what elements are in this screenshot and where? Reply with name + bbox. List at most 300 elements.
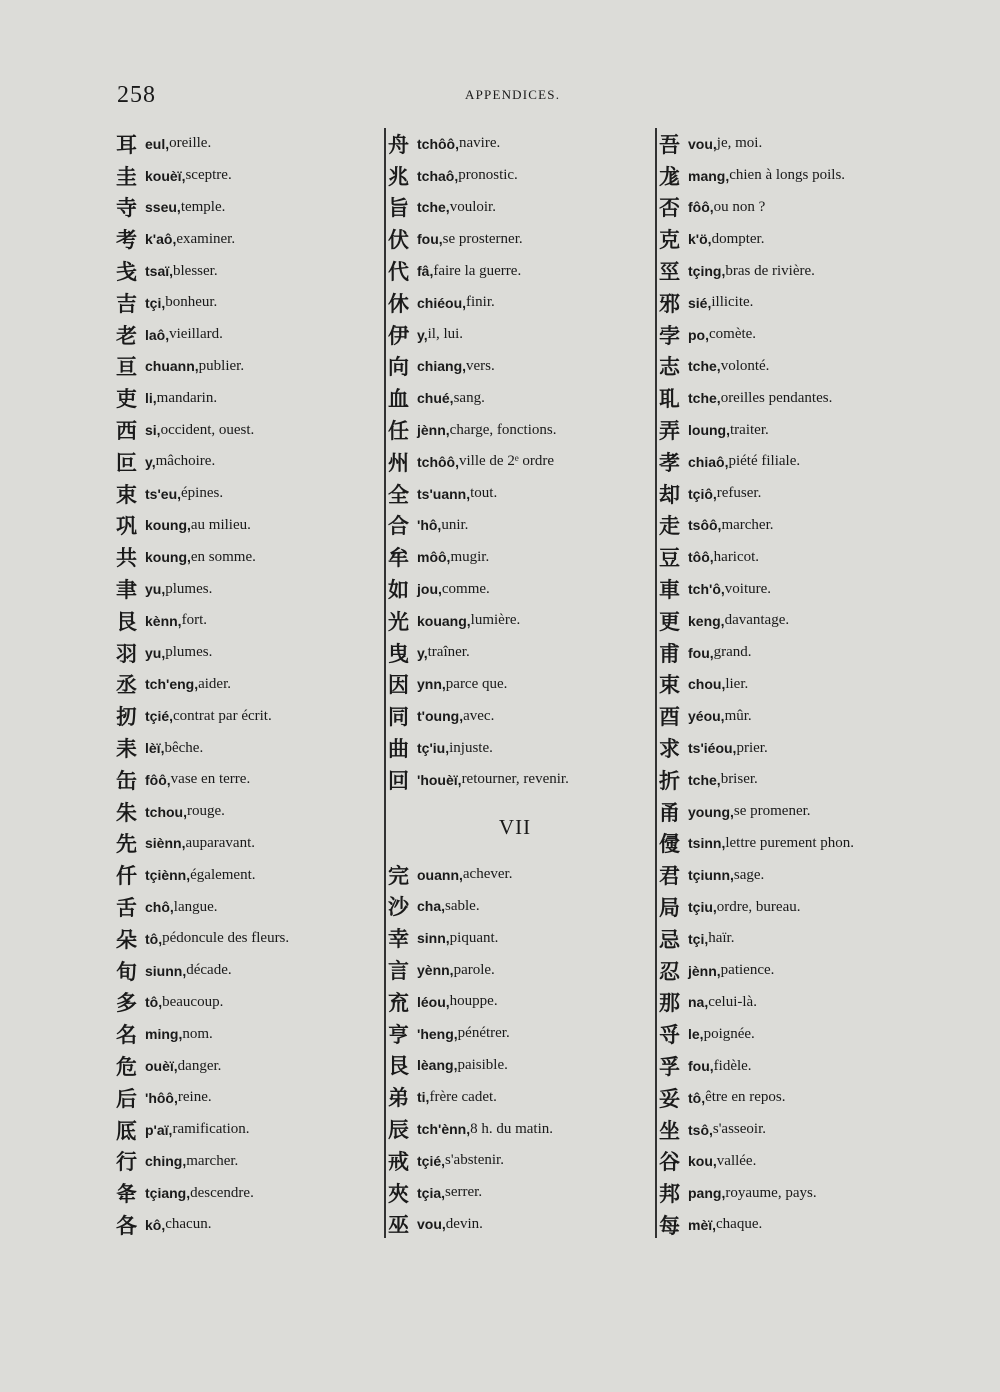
hanzi-character: 夅 — [116, 1182, 137, 1207]
romanized-term: tçing, — [688, 263, 726, 280]
dictionary-entry — [657, 1209, 907, 1241]
romanized-term: k'aô, — [145, 231, 177, 248]
hanzi-character: 豆 — [659, 546, 680, 571]
french-gloss: celui-là. — [708, 993, 757, 1010]
french-gloss: pronostic. — [458, 167, 518, 184]
dictionary-entry — [116, 764, 371, 796]
dictionary-entry — [386, 510, 644, 542]
french-gloss: piété filiale. — [728, 453, 801, 470]
french-gloss: marcher. — [721, 516, 774, 533]
dictionary-entry — [657, 255, 907, 287]
french-gloss: chien à longs poils. — [729, 167, 846, 184]
french-gloss: comme. — [441, 580, 490, 597]
dictionary-entry — [116, 1114, 371, 1146]
dictionary-entry — [116, 510, 371, 542]
dictionary-entry — [386, 922, 644, 954]
french-gloss: vase en terre. — [170, 771, 251, 788]
hanzi-character: 伊 — [388, 323, 409, 348]
dictionary-entry — [657, 700, 907, 732]
french-gloss: patience. — [720, 962, 775, 979]
french-gloss: poignée. — [703, 1025, 755, 1042]
dictionary-entry — [657, 128, 907, 160]
romanized-term: kô, — [145, 1216, 166, 1233]
hanzi-character: 耳 — [116, 132, 137, 157]
dictionary-entry — [657, 478, 907, 510]
french-gloss: également. — [190, 866, 256, 883]
french-gloss: ordre, bureau. — [716, 898, 801, 915]
hanzi-character: 全 — [388, 482, 409, 507]
dictionary-entry — [386, 1050, 644, 1082]
hanzi-character: 任 — [388, 419, 409, 444]
dictionary-entry — [386, 1018, 644, 1050]
hanzi-character: 幸 — [388, 927, 409, 952]
running-head: APPENDICES. — [465, 87, 561, 102]
romanized-term: cha, — [417, 898, 446, 915]
hanzi-character: 束 — [659, 673, 680, 698]
dictionary-entry — [657, 669, 907, 701]
french-gloss: retourner, revenir. — [461, 771, 569, 788]
french-gloss: pédoncule des fleurs. — [162, 930, 290, 947]
hanzi-character: 夾 — [388, 1181, 409, 1206]
french-gloss: marcher. — [186, 1152, 239, 1169]
dictionary-entry — [116, 669, 371, 701]
hanzi-character: 谷 — [659, 1150, 680, 1175]
french-gloss: plumes. — [165, 644, 213, 661]
romanized-term: tçia, — [417, 1184, 446, 1201]
dictionary-entry — [657, 796, 907, 828]
romanized-term: tchaô, — [417, 167, 459, 184]
french-gloss: vouloir. — [449, 198, 496, 215]
romanized-term: môô, — [417, 549, 451, 566]
romanized-term: chué, — [417, 390, 454, 407]
french-gloss: voiture. — [724, 580, 772, 597]
hanzi-character: 扨 — [116, 705, 137, 730]
column-2-after — [386, 859, 644, 1241]
hanzi-character: 西 — [116, 419, 137, 444]
hanzi-character: 㐬 — [388, 990, 409, 1015]
dictionary-entry — [657, 955, 907, 987]
french-gloss: paisible. — [457, 1056, 508, 1073]
french-gloss: mugir. — [450, 548, 490, 565]
french-gloss: plumes. — [165, 580, 213, 597]
dictionary-entry — [657, 1082, 907, 1114]
dictionary-entry — [116, 637, 371, 669]
hanzi-character: 寽 — [659, 1023, 680, 1048]
dictionary-entry — [116, 319, 371, 351]
french-gloss: 8 h. du matin. — [470, 1120, 554, 1137]
hanzi-character: 局 — [659, 896, 680, 921]
hanzi-character: 每 — [659, 1213, 680, 1238]
french-gloss: examiner. — [176, 230, 236, 247]
romanized-term: k'ö, — [688, 231, 712, 248]
french-gloss: traiter. — [730, 421, 769, 438]
french-gloss: oreille. — [169, 135, 212, 152]
hanzi-character: 耴 — [659, 387, 680, 412]
dictionary-entry — [386, 223, 644, 255]
romanized-term: tçiènn, — [145, 867, 191, 884]
hanzi-character: 求 — [659, 737, 680, 762]
romanized-term: po, — [688, 326, 709, 343]
dictionary-entry — [386, 287, 644, 319]
hanzi-character: 曳 — [388, 641, 409, 666]
french-gloss: unir. — [441, 516, 469, 533]
romanized-term: sseu, — [145, 199, 181, 216]
french-gloss: injuste. — [449, 739, 493, 756]
hanzi-character: 代 — [388, 260, 409, 285]
hanzi-character: 舌 — [116, 896, 137, 921]
hanzi-character: 光 — [388, 609, 409, 634]
romanized-term: chuann, — [145, 358, 199, 375]
hanzi-character: 同 — [388, 705, 409, 730]
dictionary-entry — [657, 859, 907, 891]
french-gloss: vieillard. — [169, 326, 223, 343]
hanzi-character: 共 — [116, 546, 137, 571]
romanized-term: vou, — [417, 1216, 446, 1233]
dictionary-entry — [116, 541, 371, 573]
dictionary-entry — [116, 732, 371, 764]
hanzi-character: 向 — [388, 355, 409, 380]
hanzi-character: 巫 — [388, 1213, 409, 1238]
hanzi-character: 老 — [116, 323, 137, 348]
dictionary-entry — [116, 923, 371, 955]
hanzi-character: 考 — [116, 228, 137, 253]
dictionary-entry — [386, 319, 644, 351]
hanzi-character: 那 — [659, 991, 680, 1016]
romanized-term: tçiang, — [145, 1185, 191, 1202]
dictionary-entry — [116, 287, 371, 319]
hanzi-character: 后 — [116, 1086, 137, 1111]
french-gloss: frère cadet. — [429, 1088, 497, 1105]
dictionary-entry — [657, 223, 907, 255]
romanized-term: tsaï, — [145, 263, 174, 280]
french-gloss: mûr. — [724, 707, 752, 724]
romanized-term: jènn, — [688, 962, 721, 979]
french-gloss: navire. — [459, 135, 501, 152]
hanzi-character: 休 — [388, 291, 409, 316]
romanized-term: 'hôô, — [145, 1089, 178, 1106]
hanzi-character: 兆 — [388, 164, 409, 189]
hanzi-character: 妥 — [659, 1086, 680, 1111]
hanzi-character: 朵 — [116, 927, 137, 952]
romanized-term: ynn, — [417, 676, 446, 693]
hanzi-character: 坐 — [659, 1118, 680, 1143]
romanized-term: jou, — [417, 581, 442, 598]
column-2-before — [386, 128, 644, 796]
french-gloss: lumière. — [470, 612, 521, 629]
romanized-term: kou, — [688, 1153, 717, 1170]
hanzi-character: 束 — [116, 482, 137, 507]
hanzi-character: 旬 — [116, 959, 137, 984]
hanzi-character: 多 — [116, 991, 137, 1016]
french-gloss: bras de rivière. — [725, 262, 815, 279]
hanzi-character: 走 — [659, 514, 680, 539]
hanzi-character: 邪 — [659, 291, 680, 316]
french-gloss: faire la guerre. — [433, 262, 522, 279]
hanzi-character: 志 — [659, 355, 680, 380]
hanzi-character: 朱 — [116, 800, 137, 825]
french-gloss: je, moi. — [716, 135, 763, 152]
dictionary-entry — [657, 160, 907, 192]
dictionary-entry — [657, 1050, 907, 1082]
french-gloss: bêche. — [164, 739, 204, 756]
dictionary-entry — [657, 732, 907, 764]
romanized-term: tch'ô, — [688, 581, 725, 598]
hanzi-character: 忍 — [659, 959, 680, 984]
romanized-term: tô, — [688, 1089, 706, 1106]
hanzi-character: 吏 — [116, 387, 137, 412]
hanzi-character: 寺 — [116, 196, 137, 221]
hanzi-character: 弟 — [388, 1086, 409, 1111]
romanized-term: vou, — [688, 135, 717, 152]
dictionary-entry — [116, 1177, 371, 1209]
hanzi-character: 沙 — [388, 895, 409, 920]
hanzi-character: 艮 — [388, 1054, 409, 1079]
dictionary-entry — [386, 160, 644, 192]
dictionary-entry — [386, 414, 644, 446]
french-gloss: oreilles pendantes. — [720, 389, 833, 406]
romanized-term: tchou, — [145, 803, 187, 820]
section-heading: VII — [498, 814, 532, 839]
romanized-term: le, — [688, 1026, 704, 1043]
french-gloss: aider. — [198, 675, 232, 692]
french-gloss: refuser. — [716, 485, 762, 502]
romanized-term: tçiu, — [688, 899, 717, 916]
romanized-term: tô, — [145, 994, 163, 1011]
hanzi-character: 甬 — [659, 800, 680, 825]
french-gloss: sable. — [445, 897, 480, 914]
romanized-term: yu, — [145, 581, 166, 598]
french-gloss: piquant. — [449, 929, 499, 946]
romanized-term: tche, — [417, 199, 450, 216]
dictionary-entry — [386, 255, 644, 287]
romanized-term: ts'eu, — [145, 485, 182, 502]
french-gloss: vallée. — [716, 1152, 757, 1169]
hanzi-character: 合 — [388, 514, 409, 539]
french-gloss: tout. — [470, 485, 498, 502]
romanized-term: tçiunn, — [688, 867, 734, 884]
romanized-term: ouann, — [417, 866, 463, 883]
dictionary-entry — [657, 446, 907, 478]
romanized-term: kènn, — [145, 612, 182, 629]
romanized-term: y, — [417, 644, 428, 661]
romanized-term: tch'eng, — [145, 676, 199, 693]
romanized-term: ching, — [145, 1153, 187, 1170]
hanzi-character: 州 — [388, 450, 409, 475]
romanized-term: chô, — [145, 899, 174, 916]
dictionary-entry — [657, 923, 907, 955]
hanzi-character: 亘 — [116, 355, 137, 380]
romanized-term: tçiô, — [688, 485, 717, 502]
dictionary-entry — [386, 541, 644, 573]
romanized-term: li, — [145, 390, 157, 407]
romanized-term: tchôô, — [417, 453, 459, 470]
hanzi-character: 危 — [116, 1055, 137, 1079]
dictionary-entry — [386, 446, 644, 478]
dictionary-entry — [116, 160, 371, 192]
romanized-term: y, — [417, 326, 428, 343]
dictionary-entry — [116, 987, 371, 1019]
hanzi-character: 缶 — [116, 768, 137, 793]
french-gloss: prier. — [736, 739, 768, 756]
french-gloss: beaucoup. — [162, 993, 224, 1010]
french-gloss: devin. — [445, 1215, 483, 1232]
romanized-term: chou, — [688, 676, 726, 693]
romanized-term: ti, — [417, 1089, 430, 1106]
dictionary-entry — [386, 478, 644, 510]
hanzi-character: 尨 — [659, 164, 680, 189]
romanized-term: loung, — [688, 422, 730, 439]
romanized-term: fou, — [688, 1058, 714, 1074]
dictionary-entry — [386, 891, 644, 923]
dictionary-entry — [116, 351, 371, 383]
romanized-term: yu, — [145, 644, 166, 661]
french-gloss: langue. — [173, 898, 218, 915]
hanzi-character: 戋 — [116, 260, 137, 285]
hanzi-character: 完 — [388, 863, 409, 888]
french-gloss: s'asseoir. — [712, 1121, 767, 1138]
dictionary-entry — [116, 223, 371, 255]
dictionary-entry — [657, 382, 907, 414]
dictionary-entry — [386, 192, 644, 224]
dictionary-entry — [386, 954, 644, 986]
romanized-term: keng, — [688, 612, 725, 629]
romanized-term: mang, — [688, 167, 730, 184]
hanzi-character: 君 — [659, 864, 680, 889]
romanized-term: ming, — [145, 1026, 183, 1043]
column-1 — [116, 128, 371, 1241]
french-gloss: ou non ? — [713, 198, 766, 215]
romanized-term: ouèï, — [145, 1058, 178, 1074]
dictionary-entry — [657, 510, 907, 542]
dictionary-entry — [116, 891, 371, 923]
romanized-term: léou, — [417, 993, 450, 1010]
romanized-term: fôô, — [145, 771, 171, 788]
romanized-term: tô, — [145, 930, 163, 947]
romanized-term: fou, — [688, 644, 714, 661]
hanzi-character: 曲 — [388, 737, 409, 762]
romanized-term: lèï, — [145, 740, 165, 757]
hanzi-character: 巩 — [116, 514, 137, 539]
dictionary-entry — [116, 700, 371, 732]
french-gloss: descendre. — [190, 1184, 254, 1201]
romanized-term: tsôô, — [688, 517, 722, 534]
dictionary-entry — [116, 1018, 371, 1050]
hanzi-character: 聿 — [116, 578, 137, 603]
hanzi-character: 却 — [659, 482, 680, 507]
french-gloss: haïr. — [708, 930, 735, 947]
dictionary-entry — [657, 414, 907, 446]
dictionary-entry — [386, 128, 644, 160]
french-gloss: briser. — [720, 771, 758, 788]
french-gloss: royaume, pays. — [725, 1184, 817, 1201]
hanzi-character: 亨 — [388, 1022, 409, 1047]
romanized-term: fâ, — [417, 263, 434, 280]
dictionary-entry — [386, 986, 644, 1018]
dictionary-entry — [386, 1145, 644, 1177]
hanzi-character: 伏 — [388, 228, 409, 253]
hanzi-character: 先 — [116, 832, 137, 857]
french-gloss: lier. — [725, 675, 749, 692]
dictionary-entry — [116, 1082, 371, 1114]
romanized-term: tçié, — [145, 708, 174, 725]
french-gloss: auparavant. — [185, 834, 256, 851]
dictionary-entry — [657, 287, 907, 319]
romanized-term: ts'iéou, — [688, 740, 737, 757]
romanized-term: tçi, — [688, 930, 709, 947]
french-gloss: être en repos. — [705, 1089, 786, 1106]
hanzi-character: 㑴 — [659, 832, 680, 857]
hanzi-character: 回 — [388, 768, 409, 793]
dictionary-entry — [116, 1050, 371, 1082]
french-gloss: danger. — [177, 1057, 222, 1074]
dictionary-entry — [657, 319, 907, 351]
dictionary-entry — [657, 637, 907, 669]
dictionary-entry — [116, 192, 371, 224]
french-gloss: publier. — [198, 357, 245, 374]
dictionary-entry — [116, 1146, 371, 1178]
hanzi-character: 甫 — [659, 641, 680, 666]
dictionary-entry — [657, 891, 907, 923]
romanized-term: kouang, — [417, 612, 471, 629]
romanized-term: 'hô, — [417, 517, 442, 534]
romanized-term: laô, — [145, 326, 170, 343]
dictionary-entry — [386, 1113, 644, 1145]
dictionary-entry — [657, 1114, 907, 1146]
dictionary-entry — [657, 1146, 907, 1178]
romanized-term: sié, — [688, 294, 712, 311]
hanzi-character: 因 — [388, 673, 409, 698]
dictionary-entry — [116, 446, 371, 478]
dictionary-entry — [386, 573, 644, 605]
french-gloss: haricot. — [713, 548, 760, 565]
french-gloss: chaque. — [716, 1216, 763, 1233]
romanized-term: yènn, — [417, 962, 454, 979]
french-gloss: ville de 2ᵉ ordre — [459, 453, 555, 470]
french-gloss: bonheur. — [165, 294, 218, 311]
french-gloss: épines. — [181, 485, 224, 502]
hanzi-character: 孝 — [659, 450, 680, 475]
dictionary-entry — [116, 255, 371, 287]
french-gloss: sang. — [453, 389, 485, 406]
romanized-term: chiaô, — [688, 453, 729, 470]
french-gloss: chacun. — [165, 1216, 212, 1233]
dictionary-entry — [386, 764, 644, 796]
hanzi-character: 旨 — [388, 196, 409, 221]
french-gloss: ramification. — [172, 1121, 250, 1138]
french-gloss: volonté. — [720, 357, 770, 374]
dictionary-entry — [386, 351, 644, 383]
hanzi-character: 車 — [659, 578, 680, 603]
french-gloss: se prosterner. — [442, 230, 523, 247]
french-gloss: se promener. — [733, 803, 811, 820]
french-gloss: fidèle. — [713, 1057, 752, 1074]
dictionary-entry — [116, 414, 371, 446]
romanized-term: y, — [145, 453, 156, 470]
romanized-term: eul, — [145, 135, 170, 152]
romanized-term: t'oung, — [417, 708, 464, 725]
hanzi-character: 丞 — [116, 673, 137, 698]
french-gloss: mâchoire. — [155, 453, 216, 470]
romanized-term: pang, — [688, 1185, 726, 1202]
dictionary-entry — [116, 573, 371, 605]
dictionary-entry — [386, 669, 644, 701]
romanized-term: tsinn, — [688, 835, 726, 852]
hanzi-character: 否 — [659, 196, 680, 221]
hanzi-character: 仟 — [116, 864, 137, 889]
hanzi-character: 耒 — [116, 737, 137, 762]
romanized-term: fou, — [417, 231, 443, 248]
romanized-term: na, — [688, 994, 709, 1011]
